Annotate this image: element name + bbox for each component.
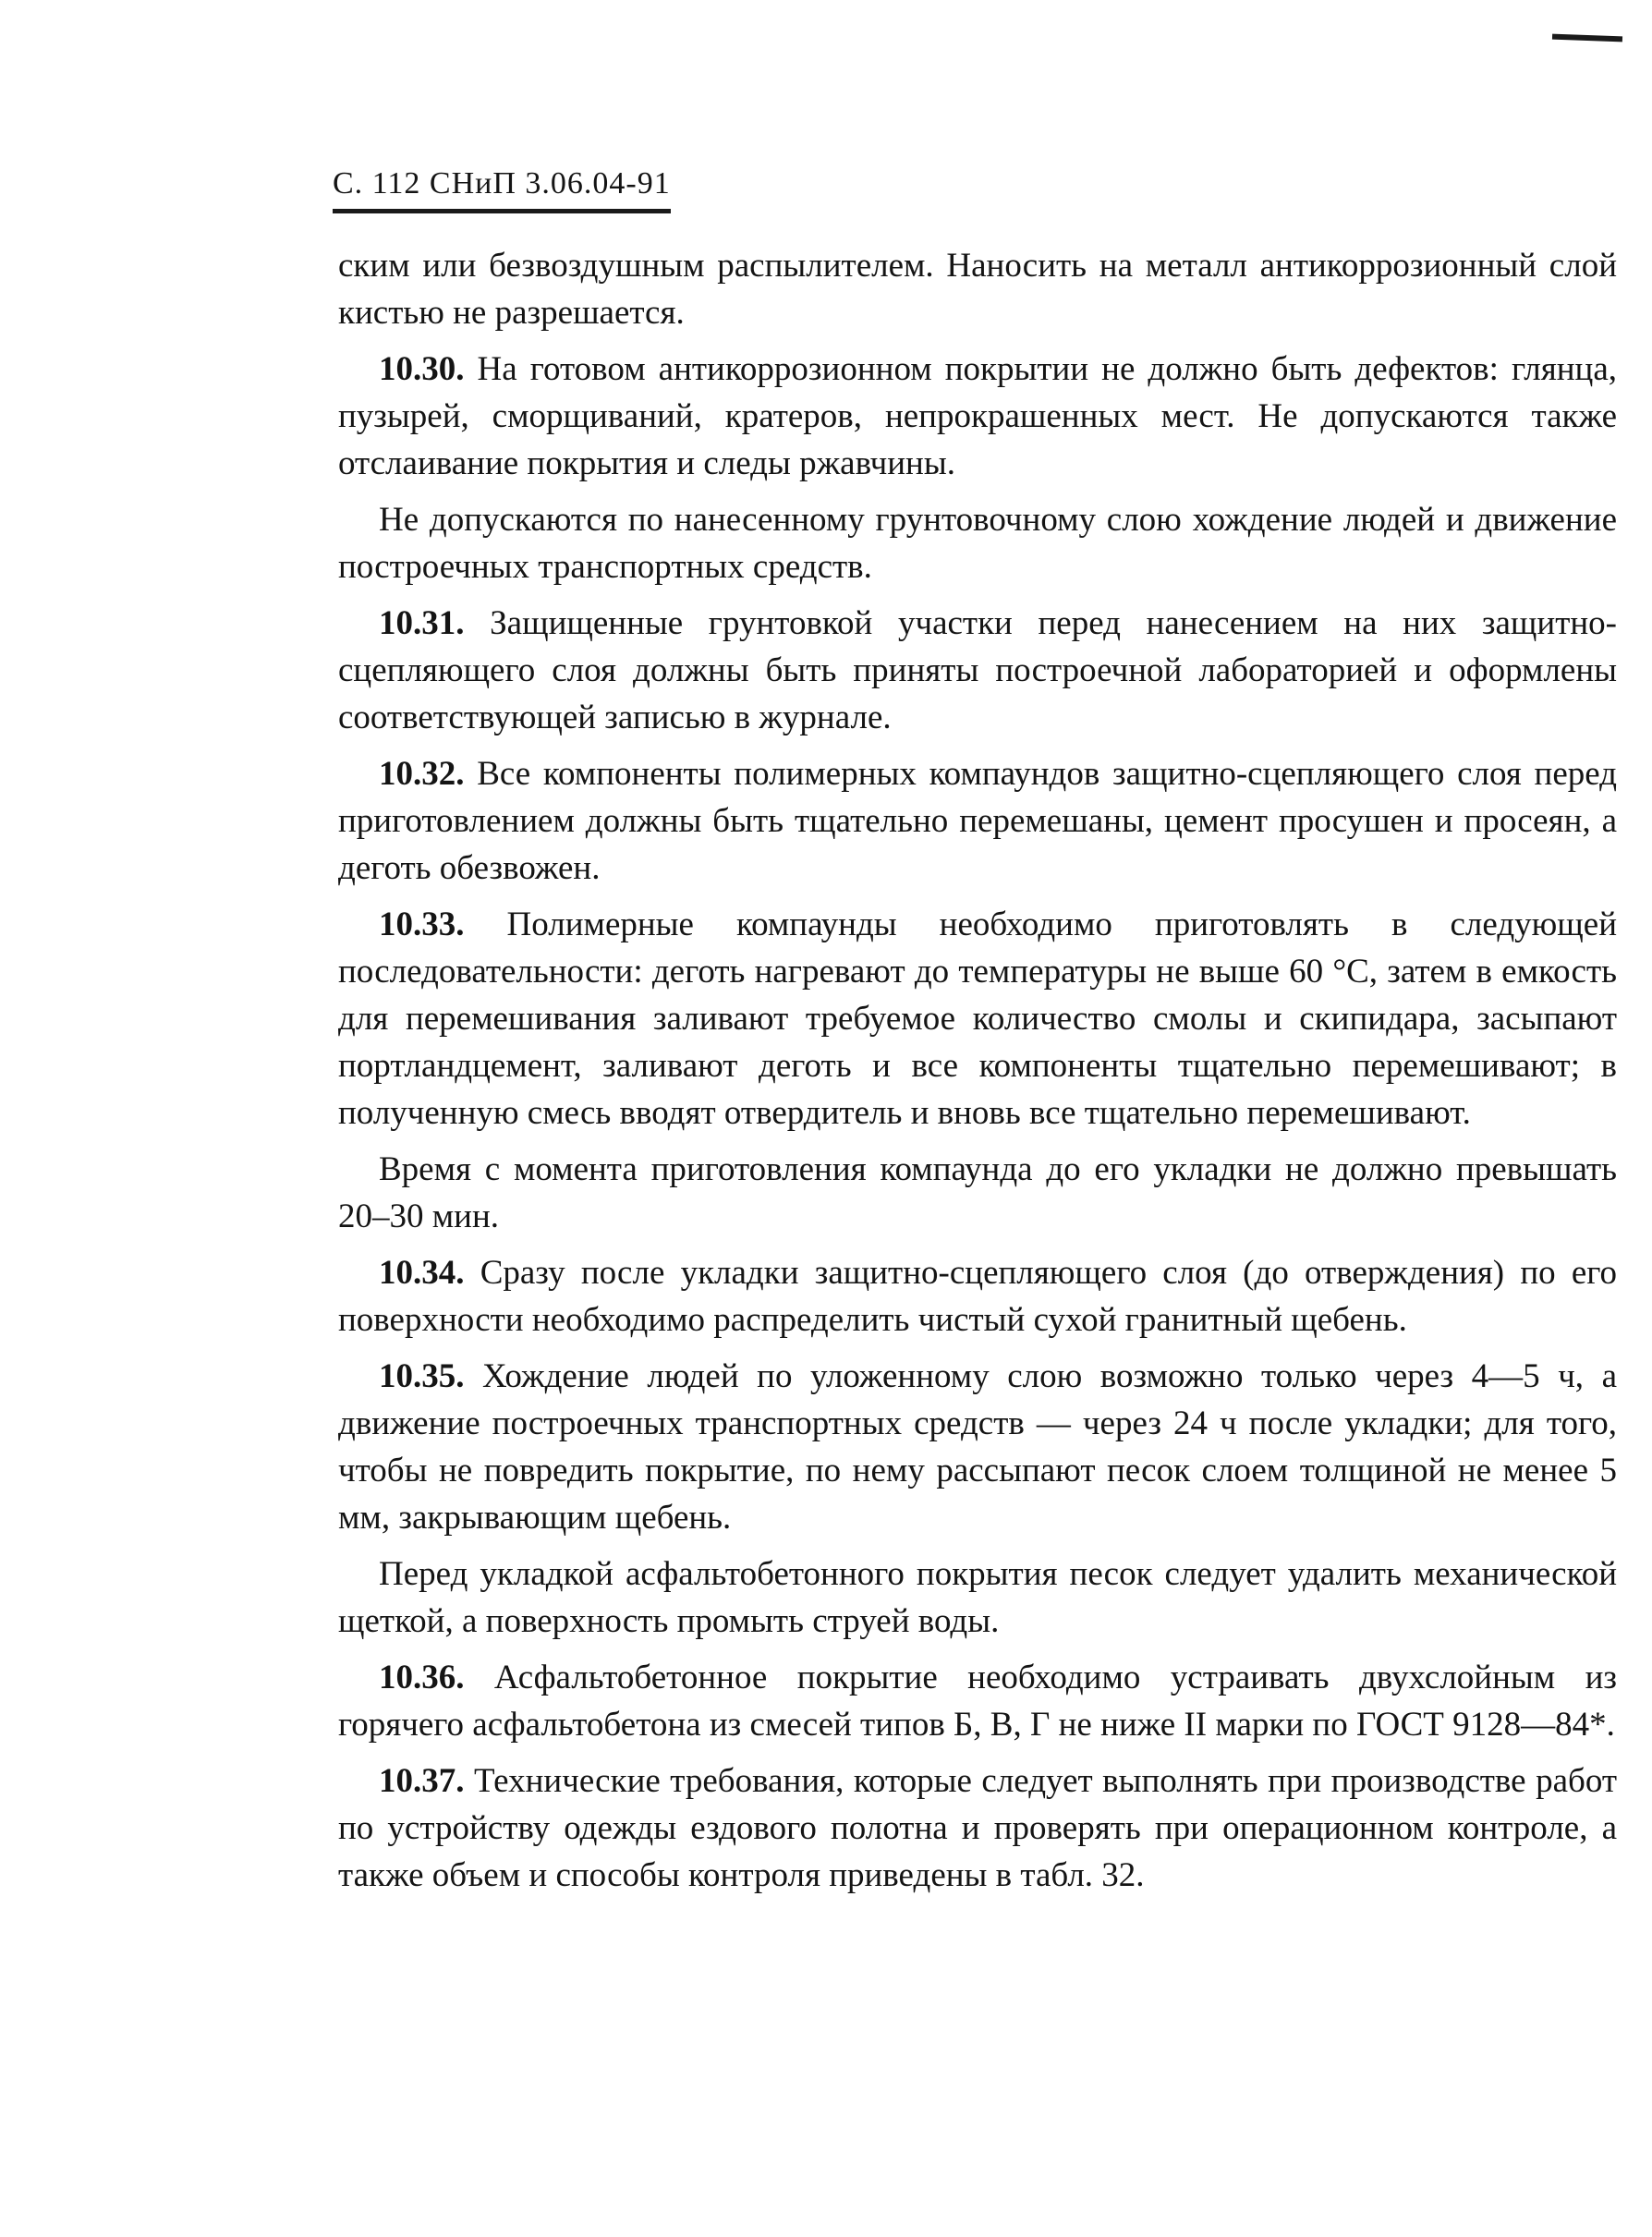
clause-number: 10.30. [379, 350, 465, 388]
paragraph-text: Защищенные грунтовкой участки перед нанесением на них защитно-сцепляющего слоя должны быть приняты построечной лабораторией и оформлены соответствующей записью в журнале. [338, 604, 1618, 736]
clause-number: 10.33. [379, 906, 465, 943]
paragraph [338, 1654, 1617, 1748]
paragraph [338, 1353, 1617, 1541]
clause-number: 10.34. [379, 1254, 465, 1292]
paragraph-text: На готовом антикоррозионном покрытии не должно быть дефектов: глянца, пузырей, сморщиваний, кратеров, непрокрашенных мест. Не допускаются также отслаивание покрытия и следы ржавчины. [338, 350, 1617, 482]
paragraph [338, 1249, 1617, 1343]
clause-number: 10.32. [379, 755, 465, 793]
paragraph [338, 1550, 1617, 1645]
paragraph-text: Все компоненты полимерных компаундов защитно-сцепляющего слоя перед приготовлением должны быть тщательно перемешаны, цемент просушен и просеян, а деготь обезвожен. [338, 755, 1618, 887]
paragraph-text: Не допускаются по нанесенному грунтовочному слою хождение людей и движение построечных транспортных средств. [338, 501, 1617, 586]
clause-number: 10.35. [379, 1357, 465, 1395]
paragraph-text: Время с момента приготовления компаунда до его укладки не должно превышать 20–30 мин. [338, 1150, 1617, 1235]
corner-mark [1552, 34, 1622, 43]
clause-number: 10.36. [379, 1659, 465, 1696]
page-header: С. 112 СНиП 3.06.04-91 [333, 166, 671, 213]
paragraph-text: Сразу после укладки защитно-сцепляющего слоя (до отверждения) по его поверхности необходимо распределить чистый сухой гранитный щебень. [338, 1254, 1618, 1339]
paragraph-text: Технические требования, которые следует выполнять при производстве работ по устройству одежды ездового полотна и проверять при операционном контроле, а также объем и способы контроля приведены в табл. 32. [338, 1762, 1618, 1894]
paragraph [338, 242, 1617, 336]
paragraph [338, 750, 1617, 892]
paragraph-text: ским или безвоздушным распылителем. Наносить на металл антикоррозионный слой кистью не разрешается. [338, 247, 1617, 332]
paragraph [338, 496, 1617, 590]
clause-number: 10.37. [379, 1762, 465, 1800]
paragraph-text: Асфальтобетонное покрытие необходимо устраивать двухслойным из горячего асфальтобетона из смесей типов Б, В, Г не ниже II марки по ГОСТ 9128—84*. [338, 1659, 1617, 1744]
paragraph [338, 600, 1617, 741]
paragraph [338, 1146, 1617, 1240]
body-text [338, 242, 1617, 1908]
paragraph [338, 346, 1617, 487]
paragraph-text: Полимерные компаунды необходимо приготовлять в следующей последовательности: деготь нагревают до температуры не выше 60 °С, затем в емкость для перемешивания заливают требуемое количество смолы и скипидара, засыпают портландцемент, заливают деготь и все компоненты тщательно перемешивают; в полученную смесь вводят отвердитель и вновь все тщательно перемешивают. [338, 906, 1618, 1132]
paragraph-text: Хождение людей по уложенному слою возможно только через 4—5 ч, а движение построечных транспортных средств — через 24 ч после укладки; для того, чтобы не повредить покрытие, по нему рассыпают песок слоем толщиной не менее 5 мм, закрывающим щебень. [338, 1357, 1618, 1537]
paragraph-text: Перед укладкой асфальтобетонного покрытия песок следует удалить механической щеткой, а поверхность промыть струей воды. [338, 1555, 1617, 1640]
paragraph [338, 1757, 1617, 1899]
clause-number: 10.31. [379, 604, 465, 642]
paragraph [338, 901, 1617, 1137]
